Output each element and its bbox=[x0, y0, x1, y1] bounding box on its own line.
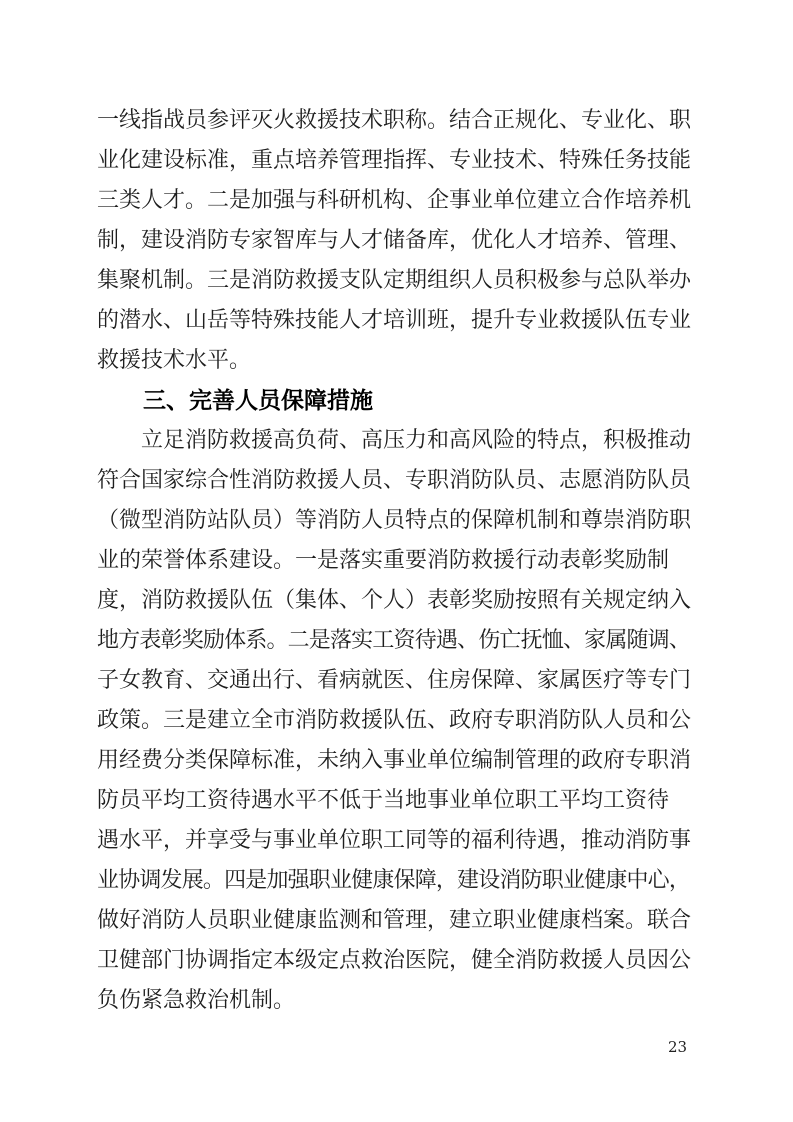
section-heading: 三、完善人员保障措施 bbox=[143, 388, 373, 414]
text-line: 符合国家综合性消防救援人员、专职消防队员、志愿消防队员 bbox=[97, 468, 692, 493]
text-line: 业化建设标准，重点培养管理指挥、专业技术、特殊任务技能 bbox=[97, 148, 692, 173]
text-line: 业的荣誉体系建设。一是落实重要消防救援行动表彰奖励制 bbox=[97, 548, 670, 573]
text-line: 度，消防救援队伍（集体、个人）表彰奖励按照有关规定纳入 bbox=[97, 588, 692, 613]
text-line: 的潜水、山岳等特殊技能人才培训班，提升专业救援队伍专业 bbox=[97, 308, 692, 333]
text-line: 卫健部门协调指定本级定点救治医院，健全消防救援人员因公 bbox=[97, 948, 692, 973]
text-line: 政策。三是建立全市消防救援队伍、政府专职消防队人员和公 bbox=[97, 708, 692, 733]
text-line: 一线指战员参评灭火救援技术职称。结合正规化、专业化、职 bbox=[97, 108, 692, 133]
text-line: 用经费分类保障标准，未纳入事业单位编制管理的政府专职消 bbox=[97, 748, 692, 773]
text-line: 制，建设消防专家智库与人才储备库，优化人才培养、管理、 bbox=[97, 228, 692, 253]
text-line: 三类人才。二是加强与科研机构、企事业单位建立合作培养机 bbox=[97, 188, 692, 213]
text-line: 做好消防人员职业健康监测和管理，建立职业健康档案。联合 bbox=[97, 908, 692, 933]
text-line: 负伤紧急救治机制。 bbox=[97, 988, 296, 1013]
body-text bbox=[97, 101, 693, 1021]
text-line: 集聚机制。三是消防救援支队定期组织人员积极参与总队举办 bbox=[97, 268, 692, 293]
text-line: 防员平均工资待遇水平不低于当地事业单位职工平均工资待 bbox=[97, 788, 670, 813]
text-line: （微型消防站队员）等消防人员特点的保障机制和尊崇消防职 bbox=[97, 508, 692, 533]
text-line: 立足消防救援高负荷、高压力和高风险的特点，积极推动 bbox=[141, 428, 692, 453]
text-line: 业协调发展。四是加强职业健康保障，建设消防职业健康中心， bbox=[97, 868, 691, 893]
text-line: 遇水平，并享受与事业单位职工同等的福利待遇，推动消防事 bbox=[97, 828, 692, 853]
text-line: 子女教育、交通出行、看病就医、住房保障、家属医疗等专门 bbox=[97, 668, 692, 693]
page-number: 23 bbox=[668, 1038, 688, 1056]
text-line: 地方表彰奖励体系。二是落实工资待遇、伤亡抚恤、家属随调、 bbox=[97, 628, 691, 653]
text-line: 救援技术水平。 bbox=[97, 348, 252, 373]
